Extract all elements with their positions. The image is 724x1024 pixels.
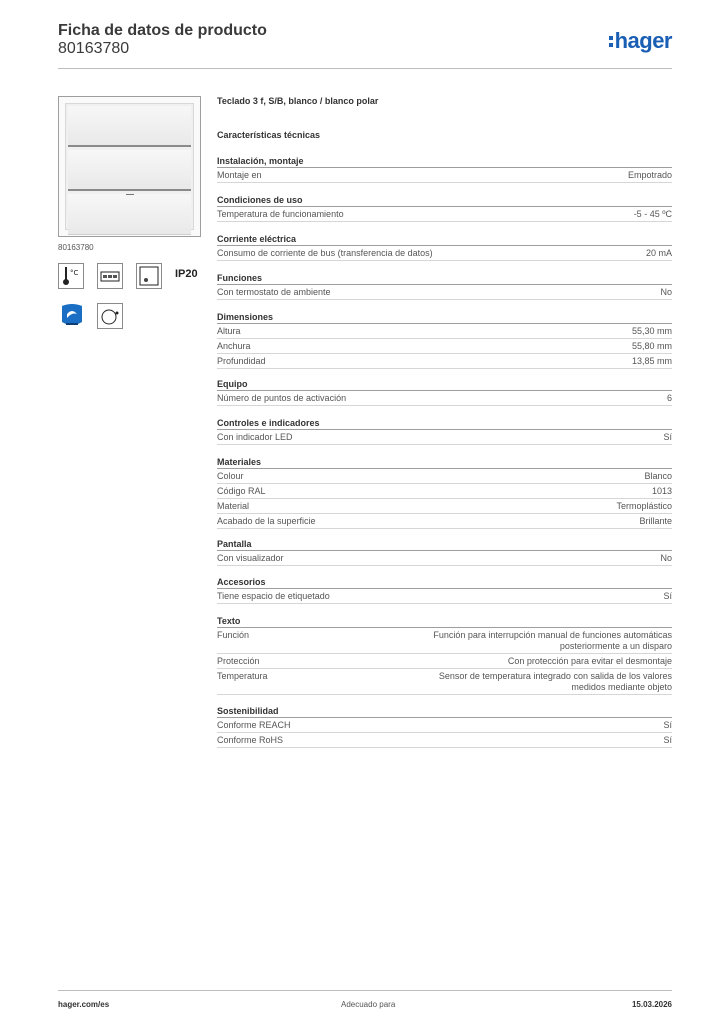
table-row: Profundidad 13,85 mm <box>217 354 672 369</box>
table-row: Temperatura Sensor de temperatura integrado con salida de los valores medidos mediante objeto <box>217 669 672 695</box>
table-row: Anchura 55,80 mm <box>217 339 672 354</box>
section-title: Texto <box>217 615 672 628</box>
table-row: Material Termoplástico <box>217 499 672 514</box>
circle-rotation-icon <box>97 303 123 329</box>
table-row: Altura 55,30 mm <box>217 324 672 339</box>
table-row: Función Función para interrupción manual de funciones automáticas posteriormente a un disparo <box>217 628 672 654</box>
table-row: Acabado de la superficie Brillante <box>217 514 672 529</box>
section-dimensions <box>217 311 672 369</box>
section-installation <box>217 155 672 183</box>
ip-rating-label: IP20 <box>175 268 198 280</box>
section-title: Accesorios <box>217 576 672 589</box>
table-row: Número de puntos de activación 6 <box>217 391 672 406</box>
section-sustainability <box>217 705 672 748</box>
product-image <box>58 96 201 237</box>
page-footer <box>58 990 672 1010</box>
section-title: Pantalla <box>217 538 672 551</box>
image-caption: 80163780 <box>58 243 94 252</box>
section-display <box>217 538 672 566</box>
section-functions <box>217 272 672 300</box>
section-title: Corriente eléctrica <box>217 233 672 246</box>
table-row: Con indicador LED Sí <box>217 430 672 445</box>
footer-center-text: Adecuado para <box>341 1000 396 1009</box>
product-description: Teclado 3 f, S/B, blanco / blanco polar <box>217 96 379 106</box>
section-title: Funciones <box>217 272 672 285</box>
page-title: Ficha de datos de producto <box>58 22 267 39</box>
tech-characteristics-title: Características técnicas <box>217 130 321 140</box>
table-row: Temperatura de funcionamiento -5 - 45 ºC <box>217 207 672 222</box>
logo-dots-icon <box>609 36 613 47</box>
table-row: Consumo de corriente de bus (transferencia de datos) 20 mA <box>217 246 672 261</box>
product-code: 80163780 <box>58 40 130 57</box>
sensor-icon <box>136 263 162 289</box>
table-row: Con visualizador No <box>217 551 672 566</box>
section-title: Dimensiones <box>217 311 672 324</box>
table-row: Conforme REACH Sí <box>217 718 672 733</box>
svg-text:°C: °C <box>70 269 79 277</box>
section-current <box>217 233 672 261</box>
footer-date: 15.03.2026 <box>631 1000 672 1009</box>
hager-logo <box>609 28 672 54</box>
section-title: Sostenibilidad <box>217 705 672 718</box>
table-row: Tiene espacio de etiquetado Sí <box>217 589 672 604</box>
table-row: Código RAL 1013 <box>217 484 672 499</box>
section-title: Condiciones de uso <box>217 194 672 207</box>
section-title: Instalación, montaje <box>217 155 672 168</box>
table-row: Conforme RoHS Sí <box>217 733 672 748</box>
keypad-icon <box>97 263 123 289</box>
table-row: Protección Con protección para evitar el desmontaje <box>217 654 672 669</box>
section-conditions <box>217 194 672 222</box>
section-title: Equipo <box>217 378 672 391</box>
section-title: Controles e indicadores <box>217 417 672 430</box>
ecolabel-icon <box>58 302 84 328</box>
footer-website-link[interactable]: hager.com/es <box>58 1000 110 1009</box>
page-header <box>58 22 672 69</box>
section-materials <box>217 456 672 529</box>
table-row: Montaje en Empotrado <box>217 168 672 183</box>
section-controls <box>217 417 672 445</box>
section-title: Materiales <box>217 456 672 469</box>
section-accessories <box>217 576 672 604</box>
thermometer-icon <box>58 263 84 289</box>
table-row: Con termostato de ambiente No <box>217 285 672 300</box>
logo-text: hager <box>614 28 672 53</box>
section-equipment <box>217 378 672 406</box>
section-text <box>217 615 672 695</box>
table-row: Colour Blanco <box>217 469 672 484</box>
